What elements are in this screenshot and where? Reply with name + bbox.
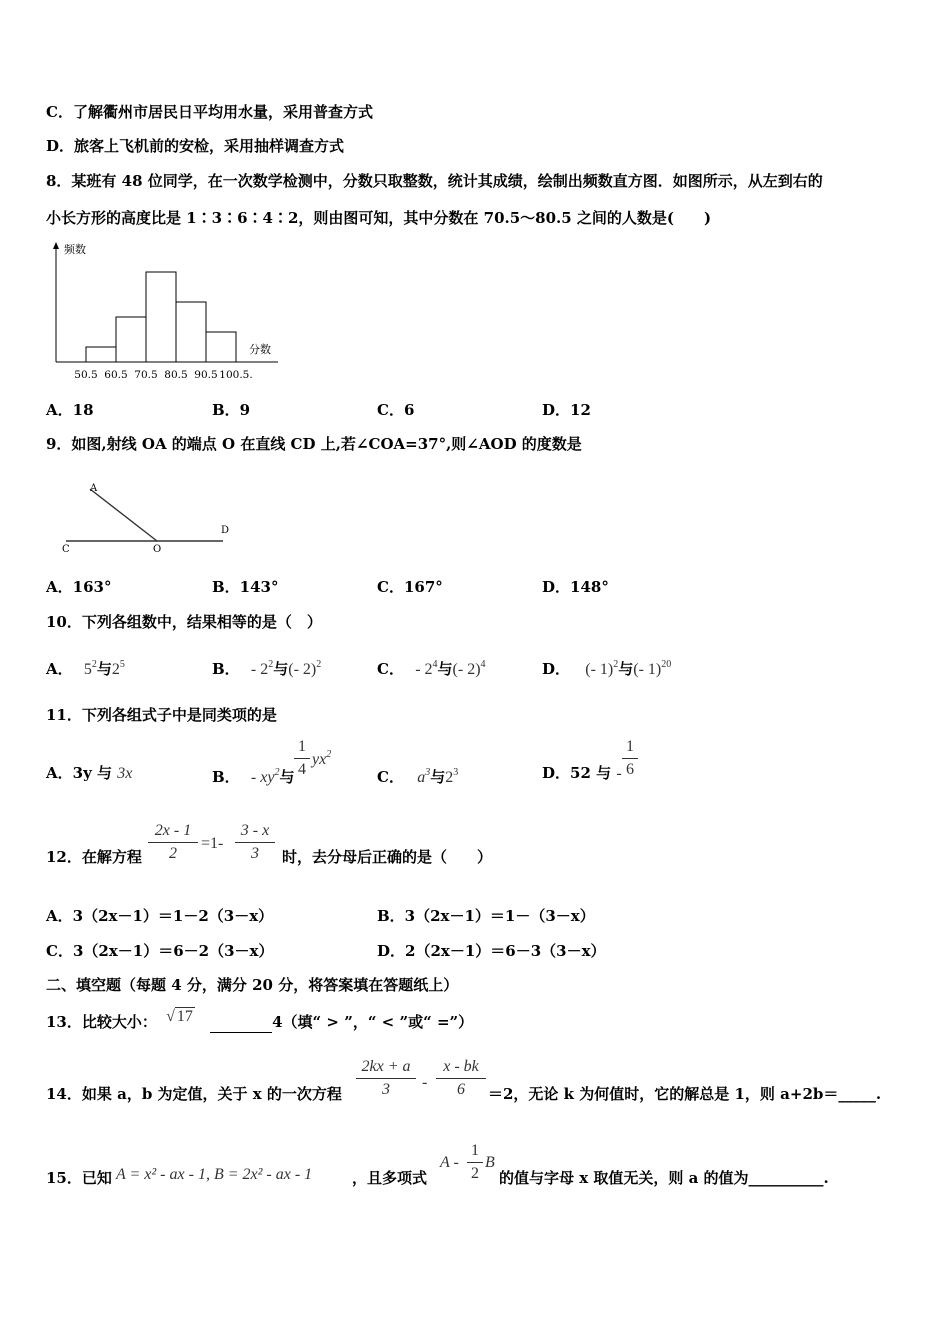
histogram-bar-80.5-90.5: [176, 302, 206, 362]
q15-stem-mid: ，且多项式: [352, 1169, 428, 1187]
q9-option-a[interactable]: A．163°: [46, 578, 112, 596]
tick-label-4: 90.5: [194, 369, 218, 381]
q12-fraction-2: $\frac{3 - x}{3}$: [235, 822, 275, 863]
q10-b-term1: - $2^2$: [250, 659, 274, 678]
ray-oa: [90, 489, 157, 541]
q11-c-label: C．: [377, 768, 404, 786]
section-2-heading: 二、填空题（每题 4 分，满分 20 分，将答案填在答题纸上）: [46, 976, 459, 994]
tick-label-2: 70.5: [134, 369, 158, 381]
q10-b-yu: 与: [273, 660, 289, 678]
q11-d-term1: 52: [570, 764, 591, 782]
q10-c-yu: 与: [437, 660, 453, 678]
q10-b-label: B．: [212, 660, 240, 678]
point-a-label: A: [90, 483, 98, 494]
q8-stem-line2: 小长方形的高度比是 1∶3∶6∶4∶2，则由图可知，其中分数在 70.5～80.5 之间的人数是( ): [46, 209, 712, 227]
histogram-bar-50.5-60.5: [86, 347, 116, 362]
q8-stem-line1: 8．某班有 48 位同学，在一次数学检测中，分数只取整数，统计其成绩，绘制出频数直方图．如图所示，从左到右的: [46, 172, 823, 190]
q12-stem-post: 时，去分母后正确的是（ ）: [282, 848, 493, 866]
q11-a-yu: 与: [91, 764, 118, 782]
tick-label-0: 50.5: [74, 369, 98, 381]
point-c-label: C: [62, 544, 70, 555]
q9-option-b[interactable]: B．143°: [212, 578, 279, 596]
q12-stem-pre: 12．在解方程: [46, 848, 142, 866]
point-d-label: D: [221, 525, 230, 536]
q15-poly-a: A -: [440, 1154, 459, 1171]
q12-fraction-1: $\frac{2x - 1}{2}$: [148, 822, 198, 863]
q15-fraction: $\frac{1}{2}$: [467, 1142, 483, 1183]
sqrt-icon: √ 17: [166, 1008, 193, 1025]
q11-b-term2: $yx^2$: [312, 749, 332, 768]
q10-option-a[interactable]: [46, 655, 125, 680]
q11-option-a[interactable]: [46, 763, 132, 784]
q10-a-term2: $2^5$: [111, 659, 125, 678]
q10-d-label: D．: [542, 660, 571, 678]
q11-a-label: A．: [46, 764, 73, 782]
q11-c-term1: $a^3$: [417, 767, 431, 786]
q10-option-b[interactable]: [212, 655, 321, 680]
histogram-bar-70.5-80.5: [146, 272, 176, 362]
q10-option-c[interactable]: [377, 655, 486, 680]
q11-d-fraction: $\frac{1}{6}$: [622, 738, 638, 779]
q9-option-c[interactable]: C．167°: [377, 578, 443, 596]
q8-option-d[interactable]: D．12: [542, 401, 591, 419]
q15-poly-b: B: [485, 1154, 495, 1171]
tick-label-5: 100.5.: [219, 369, 253, 381]
q10-option-d[interactable]: [542, 655, 671, 680]
histogram-bar-90.5-100.5: [206, 332, 236, 362]
q15-stem-post: 的值与字母 x 取值无关，则 a 的值为__________.: [499, 1169, 829, 1187]
q11-stem: 11．下列各组式子中是同类项的是: [46, 706, 277, 724]
q12-option-b[interactable]: B．3（2x－1）＝1－（3－x）: [377, 907, 595, 925]
q11-a-term1: 3y: [72, 764, 92, 782]
tick-label-3: 80.5: [164, 369, 188, 381]
angle-figure: [58, 475, 248, 555]
y-axis-label: 频数: [64, 243, 86, 256]
q11-b-yu: 与: [279, 768, 295, 786]
q10-c-term1: - $2^4$: [415, 659, 438, 678]
q10-a-label: A．: [46, 660, 73, 678]
q10-a-term1: $5^2$: [83, 659, 97, 678]
q9-option-d[interactable]: D．148°: [542, 578, 609, 596]
q10-c-term2: (- 2)$^4$: [452, 659, 486, 678]
histogram-tick-labels: [74, 369, 252, 381]
q11-option-d[interactable]: [542, 763, 622, 784]
q11-d-label: D．: [542, 764, 571, 782]
q11-option-c[interactable]: [377, 763, 458, 788]
histogram-bars: [86, 272, 236, 362]
q8-option-c[interactable]: C．6: [377, 401, 415, 419]
q11-b-fraction: $\frac{1}{4}$: [294, 738, 310, 779]
x-axis-label: 分数: [249, 343, 271, 356]
q12-option-d[interactable]: D．2（2x－1）＝6－3（3－x）: [377, 942, 606, 960]
q11-c-yu: 与: [430, 768, 446, 786]
point-o-label: O: [153, 544, 162, 555]
q13-radicand: 17: [176, 1008, 193, 1025]
histogram-bar-60.5-70.5: [116, 317, 146, 362]
q10-b-term2: (- 2)$^2$: [288, 659, 322, 678]
q11-option-b[interactable]: [212, 763, 294, 788]
q15-expression: A = x² - ax - 1, B = 2x² - ax - 1: [116, 1166, 313, 1183]
q14-fraction-1: $\frac{2kx + a}{3}$: [356, 1058, 416, 1099]
q13-answer-blank[interactable]: [210, 1012, 272, 1033]
q13-post: 4（填“ > ”，“ < ”或“ =”）: [272, 1013, 474, 1031]
q8-option-b[interactable]: B．9: [212, 401, 251, 419]
histogram-chart: [40, 238, 290, 386]
q7-option-c: C．了解衢州市居民日平均用水量，采用普查方式: [46, 103, 373, 121]
q11-a-term2: 3x: [117, 765, 133, 782]
q14-minus: -: [422, 1074, 428, 1091]
q10-a-yu: 与: [96, 660, 112, 678]
q11-b-term1: - $xy^2$: [250, 767, 280, 786]
q14-stem-pre: 14．如果 a，b 为定值，关于 x 的一次方程: [46, 1085, 342, 1103]
q11-d-sign: -: [616, 765, 622, 782]
q11-c-term2: $2^3$: [445, 767, 459, 786]
q10-d-yu: 与: [618, 660, 634, 678]
q14-stem-post: ＝2，无论 k 为何值时，它的解总是 1，则 a+2b＝_____.: [488, 1085, 882, 1103]
q10-c-label: C．: [377, 660, 404, 678]
q13-stem: [46, 1008, 474, 1033]
q15-stem-pre: 15．已知: [46, 1169, 112, 1187]
q10-d-term1: (- 1)$^2$: [585, 659, 619, 678]
q13-pre: 13．比较大小：: [46, 1013, 157, 1031]
q8-option-a[interactable]: A．18: [46, 401, 94, 419]
q14-fraction-2: $\frac{x - bk}{6}$: [436, 1058, 486, 1099]
y-axis-arrow-icon: [53, 242, 59, 249]
q11-d-yu: 与: [590, 764, 617, 782]
q11-b-label: B．: [212, 768, 240, 786]
q12-equals-one-minus: =1-: [201, 835, 224, 852]
q9-stem: 9．如图,射线 OA 的端点 O 在直线 CD 上,若∠COA=37°,则∠AOD 的度数是: [46, 435, 582, 453]
q10-d-term2: (- 1)$^{20}$: [633, 659, 672, 678]
tick-label-1: 60.5: [104, 369, 128, 381]
q12-option-c[interactable]: C．3（2x－1）＝6－2（3－x）: [46, 942, 274, 960]
q12-option-a[interactable]: A．3（2x－1）＝1－2（3－x）: [46, 907, 274, 925]
q7-option-d: D．旅客上飞机前的安检，采用抽样调查方式: [46, 137, 345, 155]
q10-stem: 10．下列各组数中，结果相等的是（ ）: [46, 613, 322, 631]
